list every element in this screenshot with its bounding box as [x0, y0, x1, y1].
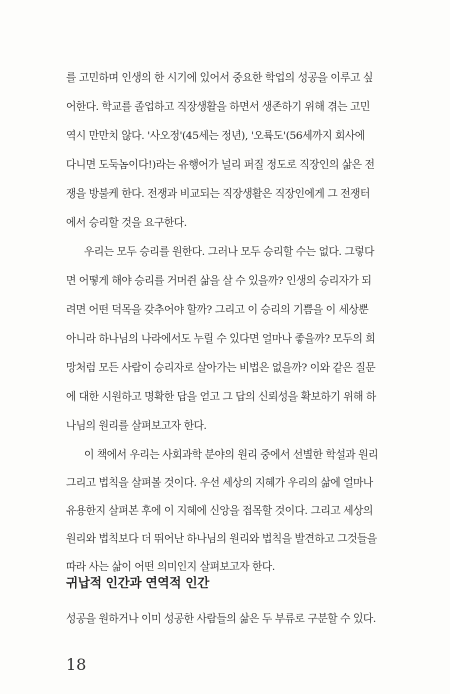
text-line: 이 책에서 우리는 사회과학 분야의 원리 중에서 선별한 학설과 원리 [84, 449, 379, 461]
text-line: 에서 승리할 것을 요구한다. [66, 217, 187, 229]
text-line: 다니면 도둑놈이다!)라는 유행어가 널리 퍼질 정도로 직장인의 삶은 전 [66, 159, 375, 171]
text-line: 성공을 원하거나 이미 성공한 사람들의 삶은 두 부류로 구분할 수 있다. [66, 613, 376, 625]
text-line: 려면 어떤 덕목을 갖추어야 할까? 그리고 이 승리의 기쁨을 이 세상뿐 [66, 304, 369, 316]
text-line: 에 대한 시원하고 명확한 답을 얻고 그 답의 신뢰성을 확보하기 위해 하 [66, 391, 376, 403]
text-line: 따라 사는 삶이 어떤 의미인지 살펴보고자 한다. [66, 561, 275, 573]
text-line: 어한다. 학교를 졸업하고 직장생활을 하면서 생존하기 위해 겪는 고민 [66, 101, 370, 113]
text-line: 원리와 법칙보다 더 뛰어난 하나님의 원리와 법칙을 발견하고 그것들을 [66, 533, 377, 545]
page-number: 18 [66, 655, 87, 674]
text-line: 우리는 모두 승리를 원한다. 그러나 모두 승리할 수는 없다. 그렇다 [84, 246, 375, 258]
text-line: 를 고민하며 인생의 한 시기에 있어서 중요한 학업의 성공을 이루고 싶 [66, 72, 373, 84]
text-line: 그리고 법칙을 살펴볼 것이다. 우선 세상의 지혜가 우리의 삶에 얼마나 [66, 477, 373, 489]
text-line: 역시 만만치 않다. '사오정'(45세는 정년), '오륙도'(56세까지 회사에 [66, 130, 365, 142]
text-line: 망처럼 모든 사람이 승리자로 살아가는 비법은 없을까? 이와 같은 질문 [66, 362, 376, 374]
text-line: 유용한지 살펴본 후에 이 지혜에 신앙을 접목할 것이다. 그리고 세상의 [66, 505, 373, 517]
text-line: 쟁을 방불케 한다. 전쟁과 비교되는 직장생활은 직장인에게 그 전쟁터 [66, 188, 370, 200]
text-line: 나님의 원리를 살펴보고자 한다. [66, 420, 207, 432]
text-line: 아니라 하나님의 나라에서도 누릴 수 있다면 얼마나 좋을까? 모두의 희 [66, 333, 376, 345]
section-heading: 귀납적 인간과 연역적 인간 [66, 575, 210, 590]
text-line: 면 어떻게 해야 승리를 거머쥔 삶을 살 수 있을까? 인생의 승리자가 되 [66, 275, 372, 287]
